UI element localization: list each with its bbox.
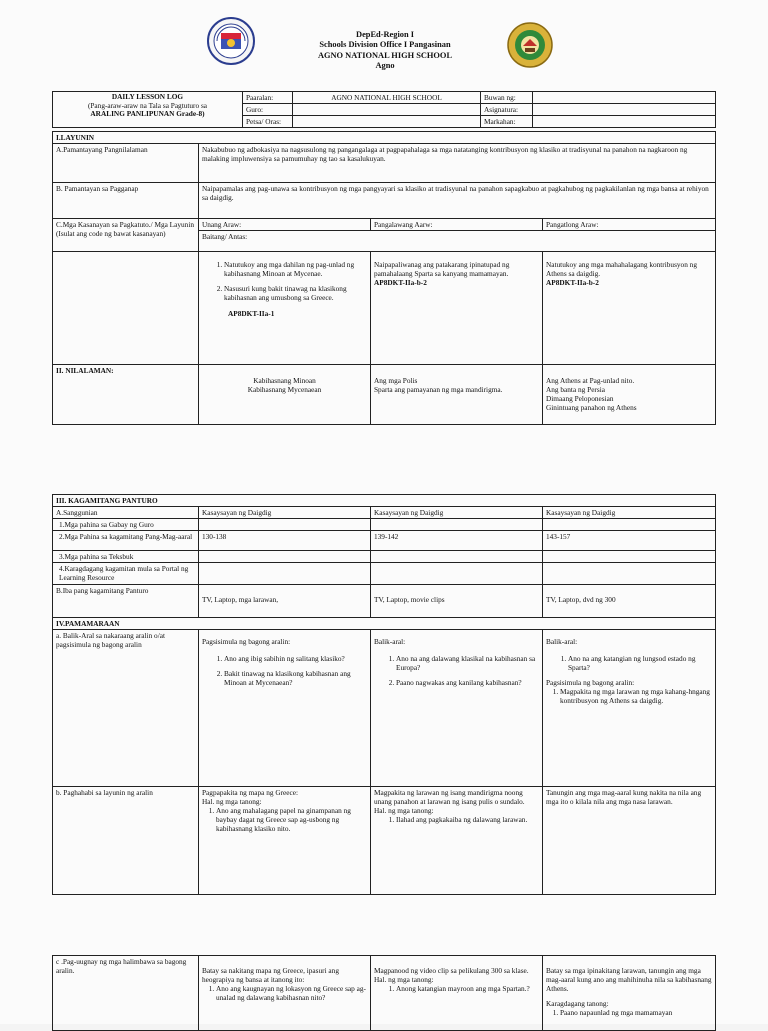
day2-objective: Naipapaliwanag ang patakarang ipinatupad ng pamahalaang Sparta sa kanyang mamamayan. [374,260,510,279]
pag-uugnay-label: c .Pag-uugnay ng mga halimbawa sa bagong aralin. [53,956,199,1031]
gabay-guro-label: 1.Mga pahina sa Gabay ng Guro [53,519,199,531]
day2-objectives [371,252,543,365]
list-item: 1. Ano na ang katangian ng lungsod estado ng Sparta? [568,654,712,672]
guro-label: Guro: [243,104,293,116]
teksbuk-d1 [199,551,371,563]
pag-uugnay-d3-intro: Batay sa mga ipinakitang larawan, tanungin ang mga mag-aaral kung ano ang mahihinuha nila sa kabihasnang Athens. [546,966,712,994]
day2-nilalaman [371,365,543,425]
day2-label: Pangalawang Aarw: [371,219,543,231]
nilalaman-heading: II. NILALAMAN: [53,365,199,425]
day1-topic-2: Kabihasnang Mycenaean [247,385,322,395]
markahan-value[interactable] [533,116,716,128]
pahina-kagamitan-label: 2.Mga Pahina sa kagamitang Pang-Mag-aaral [53,531,199,551]
teksbuk-d2 [371,551,543,563]
pagganap-text: Naipapamalas ang pag-unawa sa kontribusyon ng mga pangyayari sa klasiko at tradisyunal na panahon sapagkabuo at pagkahubog ng pagkakilanlan ng mga bansa at rehiyon sa daigdig. [199,183,716,219]
kasanayan-empty [53,252,199,365]
day3-topic-1: Ang Athens at Pag-unlad nito. [546,376,635,386]
asignatura-label: Asignatura: [481,104,533,116]
list-item: 2. Nasusuri kung bakit tinawag na klasikong kabihasnan ang umusbong sa Greece. [224,284,367,302]
list-item: 1. Paano napaunlad ng mga mamamayan [560,1008,712,1017]
day2-topic-2: Sparta ang pamayanan ng mga mandirigma. [374,385,503,395]
day3-objective: Natutukoy ang mga mahahalagang kontribusyon ng Athens sa daigdig. [546,260,697,279]
buwan-label: Buwan ng: [481,92,533,104]
balik-aral-d1 [199,629,371,786]
pag-uugnay-d2-list [374,984,539,993]
sanggunian-label: A.Sanggunian [53,507,199,519]
log-title-cell [53,92,243,128]
day1-topic-1: Kabihasnang Minoan [253,376,316,386]
day3-label: Pangatlong Araw: [543,219,716,231]
list-item: 1. Ano ang ibig sabihin ng salitang klasiko? [224,654,367,663]
list-item: 2. Bakit tinawag na klasikong kabihasnan ang Minoan at Mycenaean? [224,669,367,687]
balik-aral-d3-intro2: Pagsisimula ng bagong aralin: [546,677,635,687]
iba-kagamitan-label: B.Iba pang kagamitang Panturo [53,584,199,617]
pag-uugnay-table [52,955,716,1031]
pahina-d1: 130-138 [199,531,371,551]
header-school: AGNO NATIONAL HIGH SCHOOL [317,50,453,60]
log-subject: ARALING PANLIPUNAN Grade-8) [90,109,205,118]
list-item: 1. Ilahad ang pagkakaiba ng dalawang larawan. [396,815,539,824]
pag-uugnay-d3-list [546,1008,712,1017]
gabay-guro-d2 [371,519,543,531]
pahina-d3: 143-157 [543,531,716,551]
school-header [230,30,540,71]
pag-uugnay-d1-list [202,984,367,1002]
markahan-label: Markahan: [481,116,533,128]
day3-topic-2: Ang banta ng Persia [546,385,605,395]
day3-topic-3: Dimaang Peloponesian [546,394,614,404]
buwan-value[interactable] [533,92,716,104]
list-item: 1. Natutukoy ang mga dahilan ng pag-unlad ng kabihasnang Minoan at Mycenae. [224,260,367,278]
paghahabi-d1-list [202,806,367,833]
pag-uugnay-d2 [371,956,543,1031]
balik-aral-d2-intro: Balik-aral: [374,636,406,646]
teksbuk-d3 [543,551,716,563]
day3-code: AP8DKT-IIa-b-2 [546,278,599,288]
list-item: 1. Ano na ang dalawang klasikal na kabihasnan sa Europa? [396,654,539,672]
balik-aral-d2 [371,629,543,786]
day3-topic-4: Ginintuang panahon ng Athens [546,403,637,413]
log-subtitle: (Pang-araw-araw na Tala sa Pagtuturo sa [87,100,208,110]
header-town: Agno [375,60,395,70]
teksbuk-label: 3.Mga pahina sa Teksbuk [53,551,199,563]
school-seal-logo [507,22,553,68]
list-item: 1. Ano ang mahalagang papel na ginampanan ng baybay dagat ng Greece sap ag-usbong ng kabihasnang klasiko nito. [216,806,367,833]
day3-objectives [543,252,716,365]
paaralan-value: AGNO NATIONAL HIGH SCHOOL [293,92,481,104]
kagamitan-heading: III. KAGAMITANG PANTURO [53,495,716,507]
list-item: 1. Ano ang kaugnayan ng lokasyon ng Greece sap ag-unalad ng dalawang kabihasnan nito? [216,984,367,1002]
day1-objective-list [202,260,367,302]
kasanayan-label: C.Mga Kasanayan sa Pagkatuto./ Mga Layunin (Isulat ang code ng bawat kasanayan) [53,219,199,252]
pagganap-label: B. Pamantayan sa Pagganap [53,183,199,219]
paghahabi-d2 [371,786,543,894]
pag-uugnay-d2-hal: Hal. ng mga tanong: [374,975,434,985]
paghahabi-d1-intro: Pagpapakita ng mapa ng Greece: [202,787,299,797]
paaralan-label: Paaralan: [243,92,293,104]
gabay-guro-d3 [543,519,716,531]
portal-d1 [199,563,371,584]
iba-kagamitan-d3: TV, Laptop, dvd ng 300 [543,584,716,617]
paghahabi-d1 [199,786,371,894]
log-title: DAILY LESSON LOG [111,92,184,101]
petsa-label: Petsa/ Oras: [243,116,293,128]
paghahabi-d1-hal: Hal. ng mga tanong: [202,796,262,806]
day1-objectives [199,252,371,365]
pahina-d2: 139-142 [371,531,543,551]
balik-aral-d3-intro: Balik-aral: [546,636,578,646]
list-item: 1. Magpakita ng mga larawan ng mga kahang-hngang kontribusyon ng Athens sa daigdig. [560,687,712,705]
layunin-table [52,131,716,425]
pag-uugnay-d3-hal: Karagdagang tanong: [546,999,609,1009]
header-division: Schools Division Office I Pangasinan [319,40,451,50]
day1-label: Unang Araw: [199,219,371,231]
info-table [52,91,716,128]
paghahabi-d2-list [374,815,539,824]
day3-book: Kasaysayan ng Daigdig [543,507,716,519]
kagamitan-table [52,494,716,895]
layunin-heading: I.LAYUNIN [53,132,716,144]
balik-aral-d1-list [202,654,367,687]
baitang-label: Baitang/ Antas: [199,231,716,252]
day2-topic-1: Ang mga Polis [374,376,418,386]
pag-uugnay-d3 [543,956,716,1031]
day2-book: Kasaysayan ng Daigdig [371,507,543,519]
pag-uugnay-d1 [199,956,371,1031]
petsa-value[interactable] [293,116,481,128]
balik-aral-d3-list2 [546,687,712,705]
balik-aral-d2-list [374,654,539,687]
day1-nilalaman [199,365,371,425]
balik-aral-d3 [543,629,716,786]
day3-nilalaman [543,365,716,425]
asignatura-value[interactable] [533,104,716,116]
gabay-guro-d1 [199,519,371,531]
portal-d3 [543,563,716,584]
pag-uugnay-d2-intro: Magpanood ng video clip sa pelikulang 300 sa klase. [374,966,529,975]
portal-d2 [371,563,543,584]
pangnilalaman-label: A.Pamantayang Pangnilalaman [53,144,199,183]
day1-book: Kasaysayan ng Daigdig [199,507,371,519]
paghahabi-d3: Tanungin ang mga mag-aaral kung nakita na nila ang mga ito o kilala nila ang mga nasa larawan. [543,786,716,894]
iba-kagamitan-d1: TV, Laptop, mga larawan, [199,584,371,617]
pag-uugnay-d1-intro: Batay sa nakitang mapa ng Greece, ipasuri ang heograpiya ng bansa at itanong ito: [202,966,339,985]
portal-label: 4.Karagdagang kagamitan mula sa Portal ng Learning Resource [53,563,199,584]
pamamaraan-heading: IV.PAMAMARAAN [53,617,716,629]
list-item: 1. Anong katangian mayroon ang mga Spartan.? [396,984,539,993]
balik-aral-d3-list [546,654,712,672]
day1-code: AP8DKT-IIa-1 [228,308,275,318]
list-item: 2. Paano nagwakas ang kanilang kabihasnan? [396,678,539,687]
paghahabi-d2-hal: Hal. ng mga tanong: [374,805,434,815]
header-region: DepEd-Region I [356,30,414,39]
guro-value[interactable] [293,104,481,116]
day2-code: AP8DKT-IIa-b-2 [374,278,427,288]
balik-aral-d1-intro: Pagsisimula ng bagong aralin: [202,636,291,646]
paghahabi-label: b. Paghahabi sa layunin ng aralin [53,786,199,894]
iba-kagamitan-d2: TV, Laptop, movie clips [371,584,543,617]
paghahabi-d2-intro: Magpakita ng larawan ng isang mandirigma noong unang panahon at larawan ng isang pulis o sundalo. [374,787,525,806]
balik-aral-label: a. Balik-Aral sa nakaraang aralin o/at pagsisimula ng bagong aralin [53,629,199,786]
pangnilalaman-text: Nakabubuo ng adbokasiya na nagsusulong ng pangangalaga at pagpapahalaga sa mga natatanging kontribusyon ng klasiko at tradisyunal na panahon na nagkaroon ng malaking impluwensiya sa pamumuhay ng tao sa kasalukuyan. [199,144,716,183]
